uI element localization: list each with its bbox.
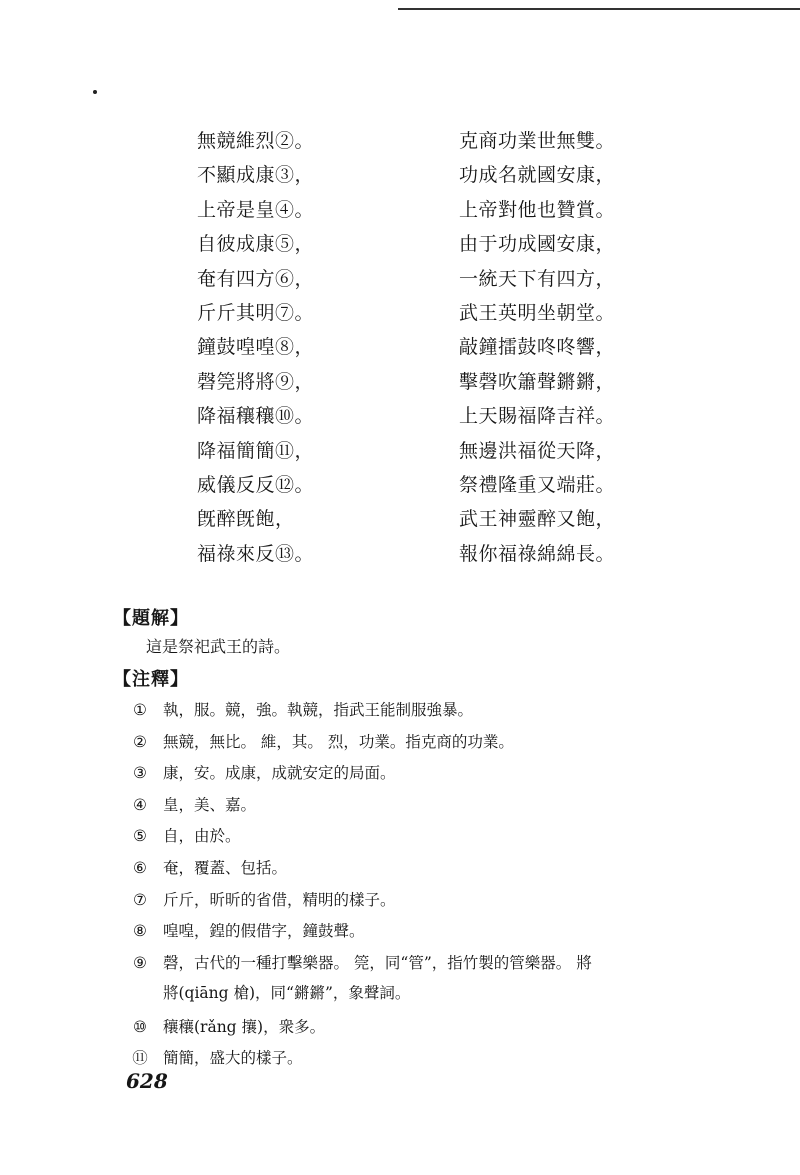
note-number: ⑧: [133, 922, 147, 941]
verse-translation: 由于功成國安康，: [459, 233, 616, 256]
note-text: 穰穰(rǎng 攘)，衆多。: [163, 1017, 326, 1036]
poem-verse: [0, 124, 800, 571]
verse-row: [0, 227, 800, 261]
note-text: 皇，美、嘉。: [163, 795, 257, 814]
verse-translation: 功成名就國安康，: [459, 164, 616, 187]
note-text: 奄，覆蓋、包括。: [163, 858, 288, 877]
verse-translation: 敲鐘擂鼓咚咚響，: [459, 336, 616, 359]
verse-row: [0, 434, 800, 468]
verse-translation: 祭禮隆重又端莊。: [459, 473, 616, 496]
verse-original: 奄有四方⑥，: [197, 267, 315, 290]
note-number: ⑤: [133, 827, 147, 846]
note-item: [0, 790, 800, 822]
note-text: 簡簡，盛大的樣子。: [163, 1049, 303, 1068]
note-number: ②: [133, 732, 147, 751]
note-item: [0, 1043, 800, 1075]
note-number: ⑨: [133, 953, 147, 972]
verse-translation: 無邊洪福從天降，: [459, 439, 616, 462]
verse-row: [0, 468, 800, 502]
note-item: [0, 758, 800, 790]
note-item: [0, 853, 800, 885]
note-text: 無競，無比。 維，其。 烈，功業。指克商的功業。: [163, 732, 514, 751]
note-text-continued: 將(qiāng 槍)，同“鏘鏘”，象聲詞。: [163, 983, 411, 1002]
note-text: 執，服。競，強。執競，指武王能制服強暴。: [163, 701, 474, 719]
note-item: [0, 727, 800, 759]
verse-original: 不顯成康③，: [197, 164, 315, 187]
explanation-text: 這是祭祀武王的詩。: [146, 637, 291, 656]
verse-translation: 一統天下有四方，: [459, 267, 616, 290]
verse-original: 無競維烈②。: [197, 130, 315, 152]
verse-row: [0, 193, 800, 227]
note-number: ⑦: [133, 890, 147, 909]
verse-translation: 武王英明坐朝堂。: [459, 301, 616, 324]
note-item: [0, 695, 800, 727]
verse-original: 旣醉旣飽，: [197, 508, 295, 531]
verse-row: [0, 296, 800, 330]
verse-row: [0, 399, 800, 433]
verse-original: 斤斤其明⑦。: [197, 301, 315, 324]
note-item: [0, 885, 800, 917]
note-number: ③: [133, 764, 147, 783]
verse-original: 威儀反反⑫。: [197, 473, 315, 496]
note-number: ⑩: [133, 1017, 147, 1036]
notes-heading: 【注釋】: [113, 669, 189, 690]
note-text: 喤喤，鍠的假借字，鐘鼓聲。: [163, 922, 365, 941]
verse-original: 福祿來反⑬。: [197, 542, 315, 565]
verse-translation: 克商功業世無雙。: [459, 130, 616, 152]
verse-row: [0, 365, 800, 399]
margin-speck: [93, 90, 97, 94]
verse-translation: 武王神靈醉又飽，: [459, 508, 616, 531]
verse-original: 自彼成康⑤，: [197, 233, 315, 256]
note-text: 自，由於。: [163, 827, 241, 846]
note-text: 斤斤，昕昕的省借，精明的樣子。: [163, 890, 396, 909]
verse-row: [0, 502, 800, 536]
top-rule: [398, 8, 800, 10]
note-number: ⑪: [132, 1049, 148, 1068]
note-text: 康，安。成康，成就安定的局面。: [163, 764, 396, 783]
verse-original: 磬筦將將⑨，: [197, 370, 315, 393]
verse-row: [0, 330, 800, 364]
note-text: 磬，古代的一種打擊樂器。 筦，同“管”，指竹製的管樂器。 將: [163, 953, 592, 972]
note-item: [0, 916, 800, 948]
note-item: [0, 948, 800, 1012]
verse-row: [0, 158, 800, 192]
verse-original: 降福穰穰⑩。: [197, 405, 315, 428]
verse-translation: 報你福祿綿綿長。: [459, 542, 616, 565]
verse-row: [0, 124, 800, 158]
note-item: [0, 821, 800, 853]
explanation-heading: 【題解】: [113, 608, 189, 629]
verse-original: 降福簡簡⑪，: [197, 439, 315, 462]
verse-row: [0, 537, 800, 571]
verse-translation: 上天賜福降吉祥。: [459, 405, 616, 428]
note-number: ⑥: [133, 858, 147, 877]
verse-translation: 擊磬吹簫聲鏘鏘，: [459, 370, 616, 393]
note-item: [0, 1012, 800, 1044]
verse-original: 鐘鼓喤喤⑧，: [197, 336, 315, 359]
note-number: ④: [133, 795, 147, 814]
verse-translation: 上帝對他也贊賞。: [459, 198, 616, 221]
verse-original: 上帝是皇④。: [197, 198, 315, 221]
note-number: ①: [133, 701, 147, 719]
notes-list: [0, 695, 800, 1075]
verse-row: [0, 262, 800, 296]
page-number: 628: [126, 1069, 168, 1093]
